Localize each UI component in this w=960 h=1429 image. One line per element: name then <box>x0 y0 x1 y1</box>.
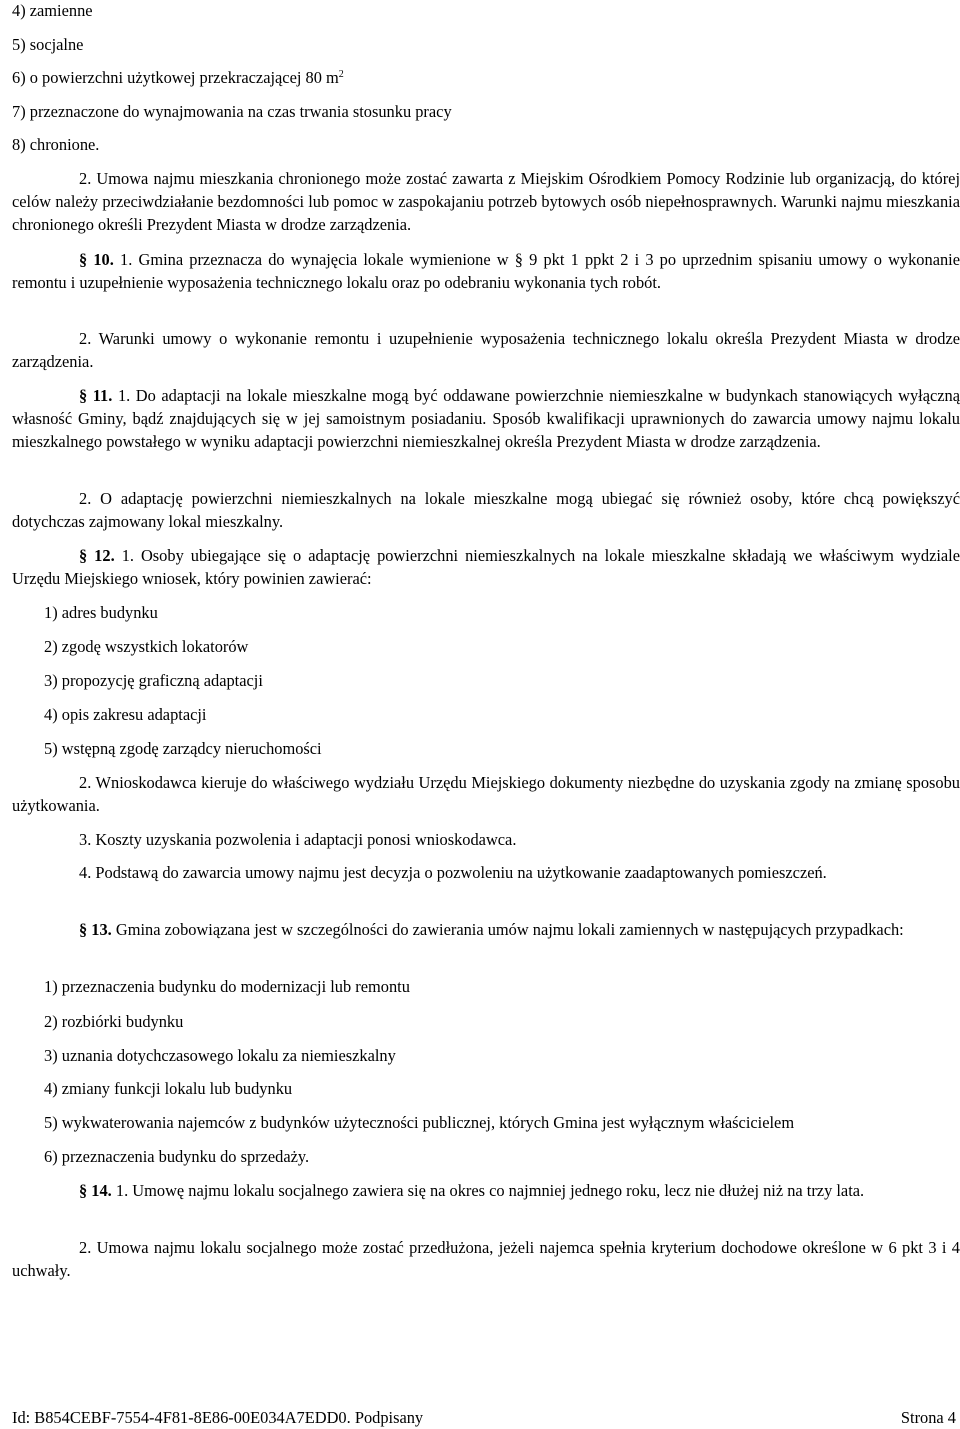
paragraph-s11-1: § 11. 1. Do adaptacji na lokale mieszkalne mogą być oddawane powierzchnie niemieszkalne w budynkach stanowiących wyłączną własność Gminy, bądź znajdujących się w jej samoistnym posiadaniu. Sposób kwalifikacji uprawnionych do zawarcia umowy najmu lokalu mieszkalnego powstałego w wyniku adaptacji powierzchni niemieszkalnej określa Prezydent Miasta w drodze zarządzenia. <box>12 386 960 451</box>
list-item: 1) przeznaczenia budynku do modernizacji lub remontu <box>44 977 410 996</box>
paragraph-s10-1: § 10. 1. Gmina przeznacza do wynajęcia lokale wymienione w § 9 pkt 1 ppkt 2 i 3 po uprzednim spisaniu umowy o wykonanie remontu i uzupełnienie wyposażenia technicznego lokalu oraz po odebraniu wykonania tych robót. <box>12 250 960 292</box>
list-item: 3) uznania dotychczasowego lokalu za niemieszkalny <box>44 1046 396 1065</box>
document-id: Id: B854CEBF-7554-4F81-8E86-00E034A7EDD0. Podpisany <box>12 1408 424 1427</box>
list-item: 4) opis zakresu adaptacji <box>44 705 207 724</box>
list-item: 6) przeznaczenia budynku do sprzedaży. <box>44 1147 310 1166</box>
list-item: 2) rozbiórki budynku <box>44 1012 184 1031</box>
page-number: Strona 4 <box>900 1408 956 1427</box>
list-item: 1) adres budynku <box>44 603 158 622</box>
list-item: 4) zmiany funkcji lokalu lub budynku <box>44 1079 293 1098</box>
list-item: 4) zamienne <box>12 1 93 20</box>
paragraph-s11-2: 2. O adaptację powierzchni niemieszkalnych na lokale mieszkalne mogą ubiegać się również osoby, które chcą powiększyć dotychczas zajmowany lokal mieszkalny. <box>12 489 960 531</box>
paragraph-s12-2: 2. Wnioskodawca kieruje do właściwego wydziału Urzędu Miejskiego dokumenty niezbędne do uzyskania zgody na zmianę sposobu użytkowania. <box>12 773 960 815</box>
list-item: 6) o powierzchni użytkowej przekraczającej 80 $m^2$ <box>12 68 344 87</box>
list-item: 5) wstępną zgodę zarządcy nieruchomości <box>44 739 322 758</box>
list-item: 7) przeznaczone do wynajmowania na czas trwania stosunku pracy <box>12 102 452 121</box>
paragraph-s12-3: 3. Koszty uzyskania pozwolenia i adaptacji ponosi wnioskodawca. <box>79 830 517 849</box>
list-item: 2) zgodę wszystkich lokatorów <box>44 637 249 656</box>
section-number: § 13. <box>79 920 112 939</box>
list-item: 8) chronione. <box>12 135 100 154</box>
paragraph-s9-2: 2. Umowa najmu mieszkania chronionego może zostać zawarta z Miejskim Ośrodkiem Pomocy Rodzinie lub organizacją, do której celów należy przeciwdziałanie bezdomności lub pomoc w zaspokajaniu potrzeb bytowych osób niepełnosprawnych. Warunki najmu mieszkania chronionego określi Prezydent Miasta w drodze zarządzenia. <box>12 169 960 234</box>
paragraph-s10-2: 2. Warunki umowy o wykonanie remontu i uzupełnienie wyposażenia technicznego lokalu określa Prezydent Miasta w drodze zarządzenia. <box>12 329 960 371</box>
page-footer <box>12 1406 960 1428</box>
paragraph-s13: § 13. Gmina zobowiązana jest w szczególności do zawierania umów najmu lokali zamiennych w następujących przypadkach: <box>79 920 904 939</box>
paragraph-s12-4: 4. Podstawą do zawarcia umowy najmu jest decyzja o pozwoleniu na użytkowanie zaadaptowanych pomieszczeń. <box>79 863 827 882</box>
paragraph-s14-1: § 14. 1. Umowę najmu lokalu socjalnego zawiera się na okres co najmniej jednego roku, lecz nie dłużej niż na trzy lata. <box>79 1181 865 1200</box>
section-number: § 12. <box>79 546 115 565</box>
paragraph-s12-1: § 12. 1. Osoby ubiegające się o adaptację powierzchni niemieszkalnych na lokale mieszkalne składają we właściwym wydziale Urzędu Miejskiego wniosek, który powinien zawierać: <box>12 546 960 588</box>
section-number: § 10. <box>79 250 114 269</box>
list-item: 3) propozycję graficzną adaptacji <box>44 671 263 690</box>
section-number: § 14. <box>79 1181 112 1200</box>
section-number: § 11. <box>79 386 113 405</box>
list-item: 5) wykwaterowania najemców z budynków użyteczności publicznej, których Gmina jest wyłącznym właścicielem <box>44 1113 795 1132</box>
list-item: 5) socjalne <box>12 35 84 54</box>
superscript: 2 <box>338 69 344 80</box>
paragraph-s14-2: 2. Umowa najmu lokalu socjalnego może zostać przedłużona, jeżeli najemca spełnia kryterium dochodowe określone w 6 pkt 3 i 4 uchwały. <box>12 1238 960 1280</box>
